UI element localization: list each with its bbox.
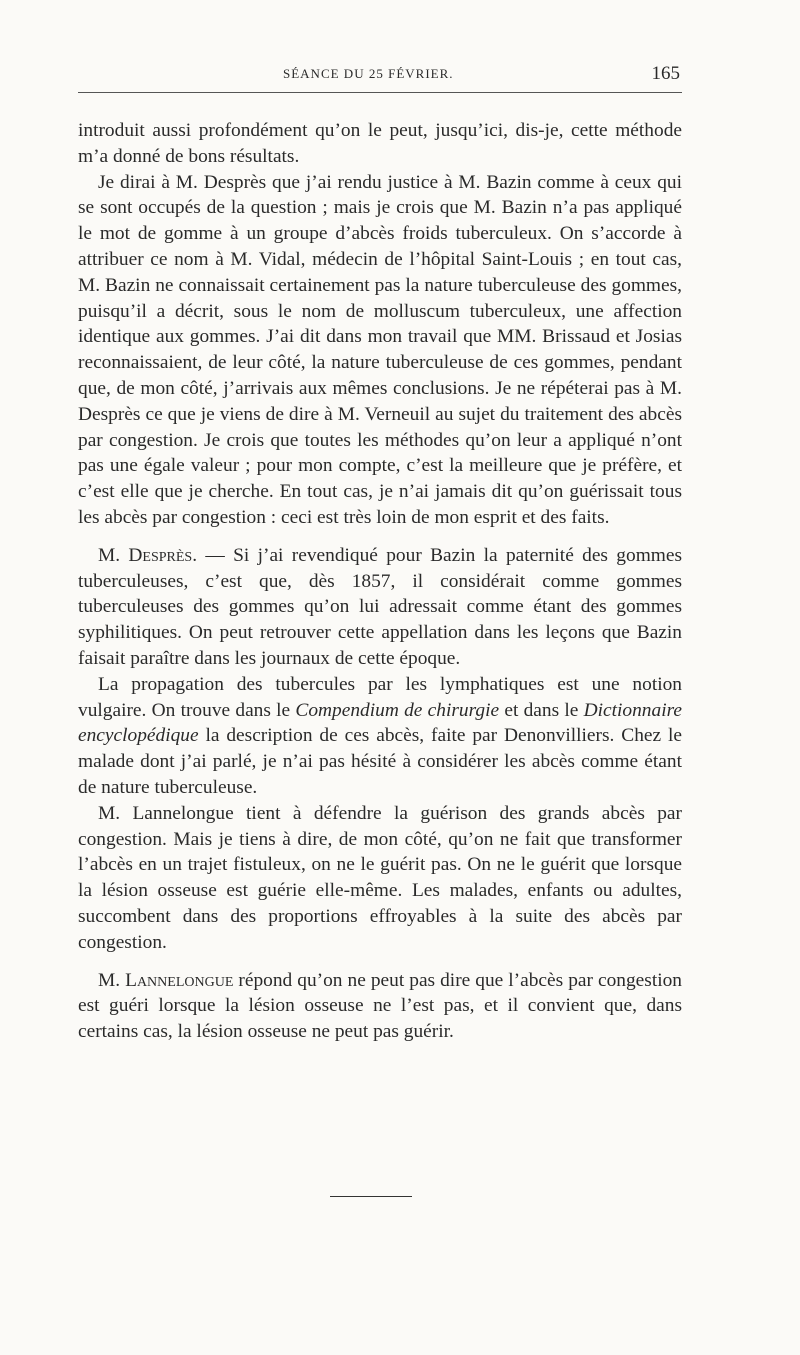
paragraph-4: [78, 672, 682, 801]
italic-title-compendium: Compendium de chirurgie: [295, 699, 500, 721]
running-title: SÉANCE DU 25 FÉVRIER.: [283, 66, 454, 81]
paragraph-3: [78, 543, 682, 672]
paragraph-2: Je dirai à M. Desprès que j’ai rendu justice à M. Bazin comme à ceux qui se sont occupés de la question ; mais je crois que M. Bazin n’a pas appliqué le mot de gomme à un groupe d’abcès froids tuberculeux. On s’accorde à attribuer ce nom à M. Vidal, médecin de l’hôpital Saint-Louis ; en tout cas, M. Bazin ne connaissait certainement pas la nature tuberculeuse des gommes, puisqu’il a décrit, sous le nom de molluscum tuberculeux, une affection identique aux gommes. J’ai dit dans mon travail que MM. Brissaud et Josias reconnaissaient, de leur côté, la nature tuberculeuse de ces gommes, pendant que, de mon côté, j’arrivais aux mêmes conclusions. Je ne répéterai pas à M. Desprès ce que je viens de dire à M. Verneuil au sujet du traitement des abcès par congestion. Je crois que toutes les méthodes qu’on leur a appliqué n’ont pas une égale valeur ; pour mon compte, c’est la meilleure que je préfère, et c’est elle que je cherche. En tout cas, je n’ai jamais dit qu’on guérissait tous les abcès par congestion : ceci est très loin de mon esprit et des faits.: [78, 171, 682, 528]
paragraph-1: introduit aussi profondément qu’on le peut, jusqu’ici, dis-je, cette méthode m’a donné de bons résultats.: [78, 120, 682, 167]
page-number: 165: [651, 63, 680, 84]
speaker-name: M. Lannelongue: [98, 969, 234, 991]
page-header: [78, 62, 682, 93]
section-separator: [330, 1196, 412, 1197]
paragraph-5: M. Lannelongue tient à défendre la guérison des grands abcès par congestion. Mais je tiens à dire, de mon côté, qu’on ne fait que transformer l’abcès en un trajet fistuleux, on ne le guérit pas. On ne le guérit que lorsque la lésion osseuse est guérie elle-même. Les malades, enfants ou adultes, succombent dans des proportions effroyables à la suite des abcès par congestion.: [78, 802, 682, 953]
italic-title-dictionnaire: Dictionnaire encyclopédique: [78, 699, 683, 747]
paragraph-6-text: répond qu’on ne peut pas dire que l’abcès par congestion est guéri lorsque la lésion osseuse ne l’est pas, et il convient que, dans certains cas, la lésion osseuse ne peut pas guérir.: [78, 969, 682, 1043]
paragraph-6: [78, 968, 682, 1045]
paragraph-4-text-b: et dans le: [499, 699, 584, 721]
paragraph-3-text: — Si j’ai revendiqué pour Bazin la paternité des gommes tuberculeuses, c’est que, dès 1857, il considérait comme gommes tuberculeuses des gommes qu’on lui adressait comme étant des gommes syphilitiques. On peut retrouver cette appellation dans les leçons que Bazin faisait paraître dans les journaux de cette époque.: [78, 544, 683, 669]
paragraph-4-text-a: La propagation des tubercules par les lymphatiques est une notion vulgaire. On trouve dans le: [78, 673, 682, 721]
body-text: [78, 118, 682, 1045]
speaker-name: M. Desprès.: [98, 544, 198, 566]
paragraph-4-text-c: la description de ces abcès, faite par Denonvilliers. Chez le malade dont j’ai parlé, je n’ai pas hésité à considérer les abcès comme étant de nature tuberculeuse.: [78, 725, 682, 798]
